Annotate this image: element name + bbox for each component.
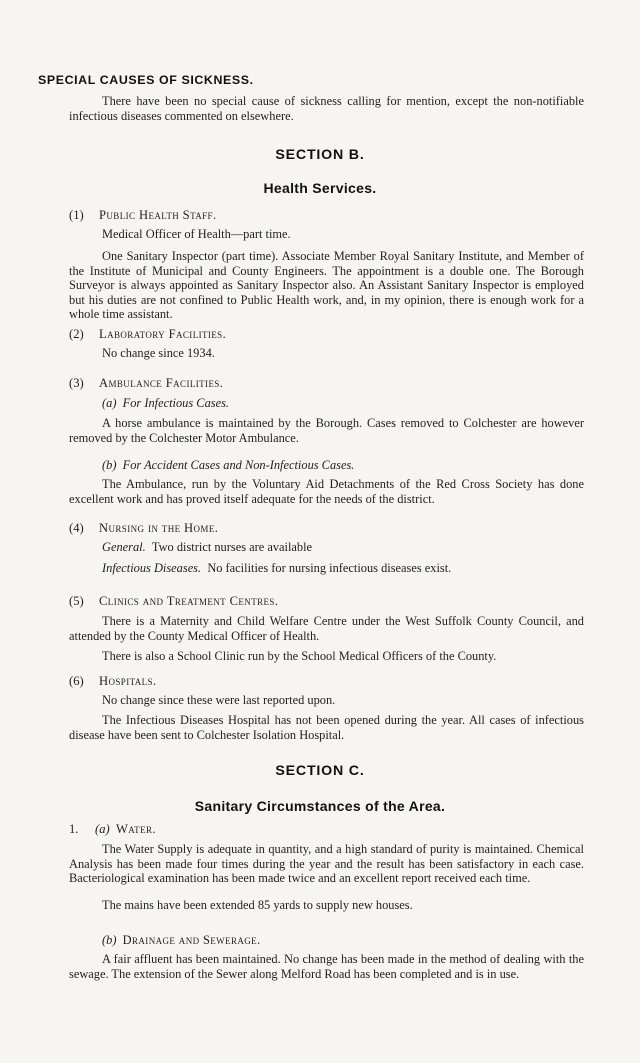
item-5-para-2: There is also a School Clinic run by the School Medical Officers of the County. — [102, 649, 497, 663]
special-causes-heading: SPECIAL CAUSES OF SICKNESS. — [38, 73, 254, 87]
water-heading-row — [69, 822, 156, 837]
item-2-number: (2) — [69, 327, 84, 341]
item-6-heading: Hospitals. — [99, 674, 157, 688]
item-3-number: (3) — [69, 376, 84, 390]
item-6-number: (6) — [69, 674, 84, 688]
item-3b-text: The Ambulance, run by the Voluntary Aid Detachments of the Red Cross Society has done excellent work and has proved itself adequate for the needs of the district. — [69, 477, 584, 506]
item-4-general-text: Two district nurses are available — [151, 540, 313, 554]
section-c-title: SECTION C. — [275, 763, 365, 779]
drainage-label: (b) — [102, 933, 117, 947]
item-1-para-1: Medical Officer of Health—part time. — [102, 227, 291, 241]
water-para-2: The mains have been extended 85 yards to supply new houses. — [102, 898, 413, 912]
item-3a-heading-row — [102, 396, 584, 411]
item-4-infectious-label: Infectious Diseases. — [102, 561, 202, 575]
item-5-number: (5) — [69, 594, 84, 608]
item-1-heading: Public Health Staff. — [99, 208, 217, 222]
item-3a-text: A horse ambulance is maintained by the Borough. Cases removed to Colchester are however removed by the Colchester Motor Ambulance. — [69, 416, 584, 445]
item-1-heading-row — [69, 208, 217, 223]
item-3-heading: Ambulance Facilities. — [99, 376, 224, 390]
drainage-text: A fair affluent has been maintained. No change has been made in the method of dealing with the sewage. The extension of the Sewer along Melford Road has been completed and is in use. — [69, 952, 584, 981]
item-5-heading-row — [69, 594, 278, 609]
item-1-number: (1) — [69, 208, 84, 222]
water-label: (a) — [95, 822, 110, 836]
section-c-item-number: 1. — [69, 822, 79, 836]
item-4-infectious-row — [102, 561, 584, 576]
section-c-subtitle: Sanitary Circumstances of the Area. — [194, 798, 446, 814]
item-6-para-2: The Infectious Diseases Hospital has not been opened during the year. All cases of infectious disease have been sent to Colchester Isolation Hospital. — [69, 713, 584, 742]
item-3b-label: (b) — [102, 458, 117, 472]
special-causes-text: There have been no special cause of sickness calling for mention, except the non-notifiable infectious diseases commented on elsewhere. — [69, 94, 584, 123]
item-4-general-row — [102, 540, 584, 555]
item-3b-heading-row — [102, 458, 584, 473]
section-b-title: SECTION B. — [275, 147, 365, 163]
item-6-heading-row — [69, 674, 157, 689]
item-1-para-2: One Sanitary Inspector (part time). Associate Member Royal Sanitary Institute, and Member of the Institute of Municipal and County Engineers. The appointment is a double one. The Borough Surveyor is always appointed as Sanitary Inspector also. An Assistant Sanitary Inspector is employed but his duties are not confined to Public Health work, and, in my opinion, there is enough work for a whole time assistant. — [69, 249, 584, 322]
item-2-heading: Laboratory Facilities. — [99, 327, 227, 341]
item-3-heading-row — [69, 376, 223, 391]
item-3b-title: For Accident Cases and Non-Infectious Cases. — [122, 458, 355, 472]
drainage-heading: Drainage and Sewerage. — [122, 933, 261, 947]
item-4-heading-row — [69, 521, 218, 536]
item-6-para-1: No change since these were last reported upon. — [102, 693, 336, 707]
item-4-number: (4) — [69, 521, 84, 535]
drainage-heading-row — [102, 933, 584, 948]
item-5-para-1: There is a Maternity and Child Welfare Centre under the West Suffolk County Council, and attended by the County Medical Officer of Health. — [69, 614, 584, 643]
item-2-para-1: No change since 1934. — [102, 346, 215, 360]
item-3a-title: For Infectious Cases. — [122, 396, 229, 410]
water-para-1: The Water Supply is adequate in quantity, and a high standard of purity is maintained. Chemical Analysis has been made four times during the year and the result has been satisfactory in each case. Bacteriological examination has been made twice and an excellent report received each time. — [69, 842, 584, 886]
item-4-heading: Nursing in the Home. — [99, 521, 219, 535]
item-2-heading-row — [69, 327, 226, 342]
water-heading: Water. — [115, 822, 156, 836]
item-4-general-label: General. — [102, 540, 146, 554]
section-b-subtitle: Health Services. — [263, 180, 377, 196]
item-5-heading: Clinics and Treatment Centres. — [99, 594, 279, 608]
item-3a-label: (a) — [102, 396, 117, 410]
item-4-infectious-text: No facilities for nursing infectious diseases exist. — [207, 561, 452, 575]
